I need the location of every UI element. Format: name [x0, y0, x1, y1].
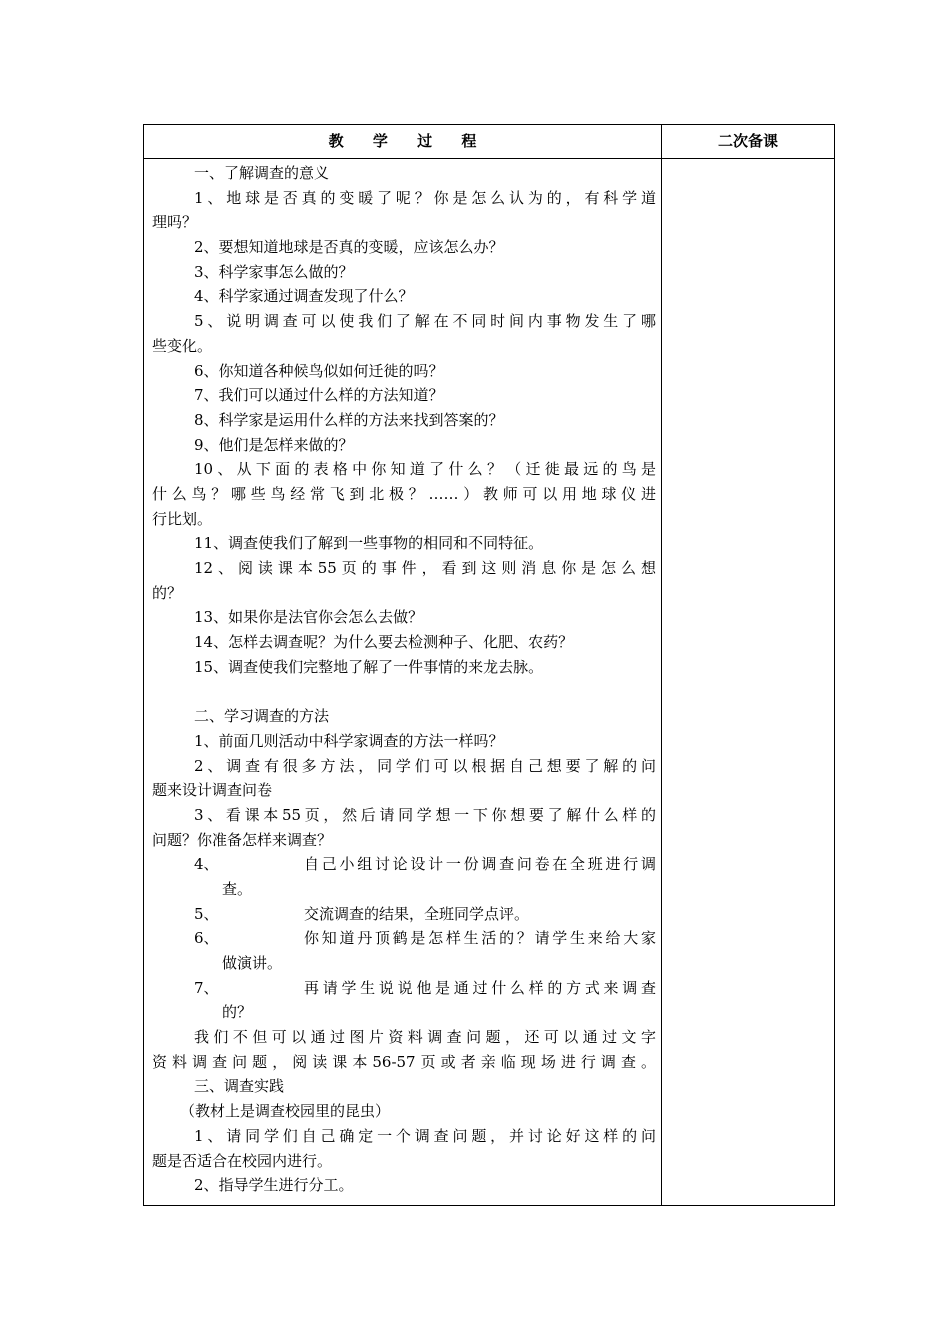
question-line: 2、调查有很多方法，同学们可以根据自己想要了解的问 — [194, 756, 656, 775]
item-continuation: 查。 — [222, 879, 253, 898]
question-line: 1、请同学们自己确定一个调查问题，并讨论好这样的问 — [194, 1126, 656, 1145]
question-line: 4、科学家通过调查发现了什么？ — [194, 287, 414, 306]
item-text: 交流调查的结果，全班同学点评。 — [304, 904, 530, 923]
item-number: 5、 — [194, 904, 219, 923]
header-teaching-process: 教 学 过 程 — [328, 132, 489, 150]
item-number: 4、 — [194, 855, 219, 874]
item-text: 再请学生说说他是通过什么样的方式来调查 — [304, 978, 656, 997]
teaching-process-content — [152, 161, 656, 1198]
numbered-item-7 — [152, 976, 656, 1001]
question-line: 10、从下面的表格中你知道了什么？（迁徙最远的鸟是 — [194, 460, 656, 479]
item-number: 6、 — [194, 929, 219, 948]
question-line: 3、看课本55页，然后请同学想一下你想要了解什么样的 — [194, 805, 656, 824]
question-line: 些变化。 — [152, 336, 213, 355]
question-line: 8、科学家是运用什么样的方法来找到答案的？ — [194, 410, 504, 429]
blank-line — [152, 679, 656, 704]
header-divider — [144, 158, 834, 159]
question-line: 1、前面几则活动中科学家调查的方法一样吗？ — [194, 731, 504, 750]
paragraph-line: 我们不但可以通过图片资料调查问题，还可以通过文字 — [194, 1028, 656, 1047]
question-line: 2、要想知道地球是否真的变暖，应该怎么办？ — [194, 238, 504, 257]
section-heading-3: 三、调查实践 — [194, 1077, 285, 1096]
item-text: 你知道丹顶鹤是怎样生活的？请学生来给大家 — [304, 929, 656, 948]
question-line: 理吗？ — [152, 213, 198, 232]
header-second-preparation: 二次备课 — [717, 132, 778, 150]
question-line: 5、说明调查可以使我们了解在不同时间内事物发生了哪 — [194, 312, 656, 331]
numbered-item-6 — [152, 926, 656, 951]
question-line: 11、调查使我们了解到一些事物的相同和不同特征。 — [194, 534, 544, 553]
item-continuation: 的？ — [222, 1003, 253, 1022]
textbook-note: （教材上是调查校园里的昆虫） — [180, 1102, 391, 1121]
question-line: 什么鸟？哪些鸟经常飞到北极？……）教师可以用地球仪进 — [152, 484, 656, 503]
question-line: 3、科学家事怎么做的？ — [194, 262, 354, 281]
section-heading-2: 二、学习调查的方法 — [194, 707, 330, 726]
question-line: 9、他们是怎样来做的？ — [194, 435, 354, 454]
question-line: 行比划。 — [152, 509, 213, 528]
question-line: 6、你知道各种候鸟似如何迁徙的吗？ — [194, 361, 444, 380]
question-line: 题来设计调查问卷 — [152, 781, 273, 800]
question-line: 的？ — [152, 583, 183, 602]
item-continuation: 做演讲。 — [222, 954, 283, 972]
question-line: 15、调查使我们完整地了解了一件事情的来龙去脉。 — [194, 657, 544, 676]
item-number: 7、 — [194, 978, 219, 997]
question-line: 题是否适合在校园内进行。 — [152, 1151, 333, 1170]
question-line: 2、指导学生进行分工。 — [194, 1176, 354, 1195]
question-line: 问题？你准备怎样来调查？ — [152, 830, 333, 849]
item-text: 自己小组讨论设计一份调查问卷在全班进行调 — [304, 855, 656, 874]
question-line: 13、如果你是法官你会怎么去做？ — [194, 608, 424, 627]
lesson-plan-table — [143, 124, 835, 1206]
question-line: 12、阅读课本55页的事件，看到这则消息你是怎么想 — [194, 559, 656, 577]
column-divider — [661, 125, 662, 1205]
question-line: 14、怎样去调查呢？为什么要去检测种子、化肥、农药？ — [194, 633, 574, 652]
question-line: 1、地球是否真的变暖了呢？你是怎么认为的，有科学道 — [194, 188, 656, 207]
numbered-item-5 — [152, 902, 656, 927]
paragraph-line: 资料调查问题，阅读课本56-57页或者亲临现场进行调查。 — [152, 1052, 656, 1071]
numbered-item-4 — [152, 852, 656, 877]
question-line: 7、我们可以通过什么样的方法知道？ — [194, 386, 444, 405]
section-heading-1: 一、了解调查的意义 — [194, 164, 330, 182]
